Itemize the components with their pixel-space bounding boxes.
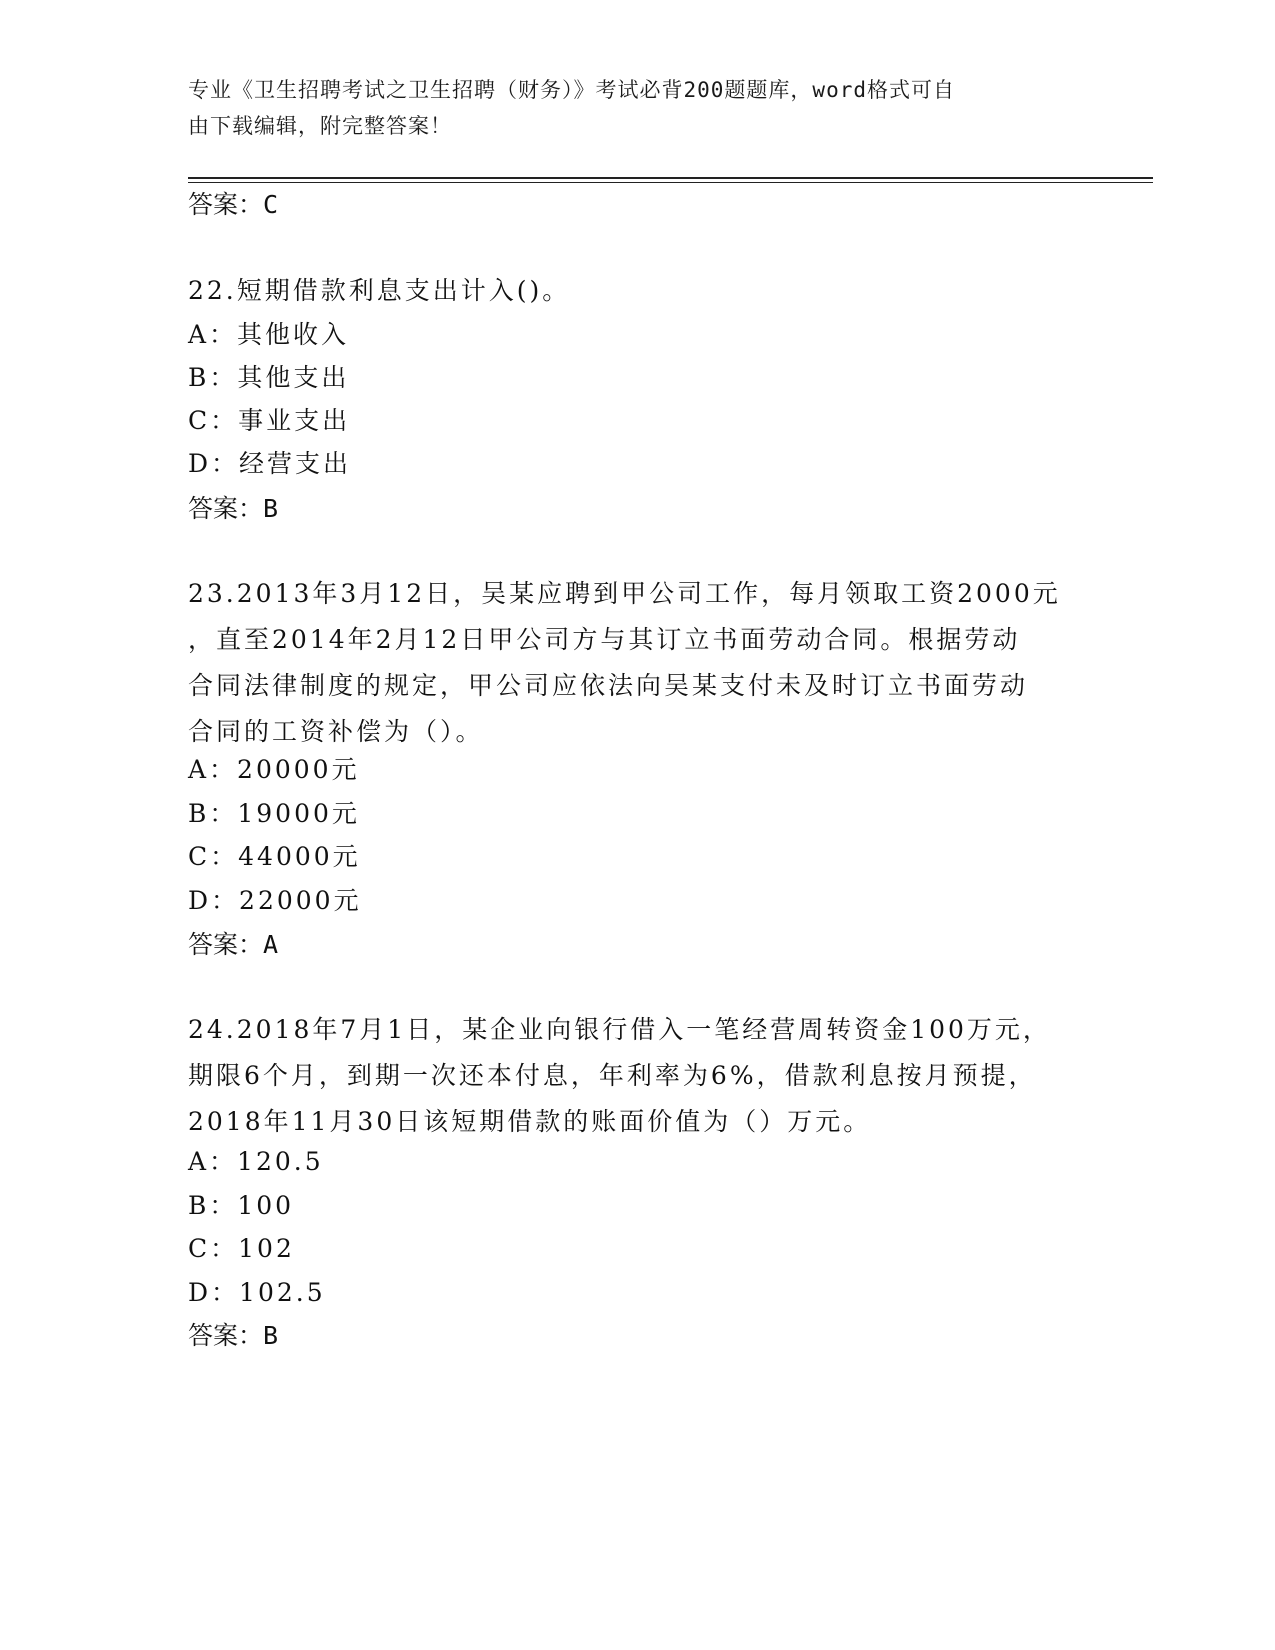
- question-24-text: [188, 1007, 1088, 1145]
- question-24-option-b: B：100: [188, 1191, 295, 1220]
- question-22-option-b: B：其他支出: [188, 363, 350, 392]
- header-divider-thin: [188, 182, 1153, 183]
- question-23-line-3: 合同法律制度的规定，甲公司应依法向吴某支付未及时订立书面劳动: [188, 671, 1029, 700]
- answer-previous: 答案：C: [188, 190, 279, 219]
- question-23-option-a: A：20000元: [188, 755, 360, 784]
- question-24-option-a: A：120.5: [188, 1147, 324, 1176]
- question-22-option-a: A：其他收入: [188, 320, 350, 349]
- question-22-text: [188, 268, 1088, 314]
- question-24-line-3: 2018年11月30日该短期借款的账面价值为（）万元。: [188, 1107, 872, 1136]
- question-23-line-1: 23.2013年3月12日，吴某应聘到甲公司工作，每月领取工资2000元: [188, 579, 1061, 608]
- question-22-option-c: C：事业支出: [188, 406, 351, 435]
- question-24-option-d: D：102.5: [188, 1278, 326, 1307]
- question-23-line-4: 合同的工资补偿为（）。: [188, 717, 484, 746]
- question-23-text: [188, 571, 1088, 755]
- question-23-option-b: B：19000元: [188, 799, 360, 828]
- document-header: [188, 72, 1068, 144]
- question-24-line-2: 期限6个月，到期一次还本付息，年利率为6%，借款利息按月预提，: [188, 1061, 1037, 1090]
- question-23-option-d: D：22000元: [188, 886, 362, 915]
- question-22-line-1: 22.短期借款利息支出计入()。: [188, 276, 571, 305]
- header-line-1: 专业《卫生招聘考试之卫生招聘（财务）》考试必背200题题库，word格式可自: [188, 78, 955, 102]
- question-24-option-c: C：102: [188, 1234, 295, 1263]
- question-23-line-2: ，直至2014年2月12日甲公司方与其订立书面劳动合同。根据劳动: [188, 625, 1021, 654]
- question-22-option-d: D：经营支出: [188, 449, 352, 478]
- question-24-line-1: 24.2018年7月1日，某企业向银行借入一笔经营周转资金100万元，: [188, 1015, 1051, 1044]
- question-23-option-c: C：44000元: [188, 842, 361, 871]
- question-23-answer: 答案：A: [188, 930, 279, 959]
- header-divider-thick: [188, 177, 1153, 179]
- question-22-answer: 答案：B: [188, 494, 279, 523]
- question-24-answer: 答案：B: [188, 1321, 279, 1350]
- header-line-2: 由下载编辑，附完整答案！: [188, 114, 452, 138]
